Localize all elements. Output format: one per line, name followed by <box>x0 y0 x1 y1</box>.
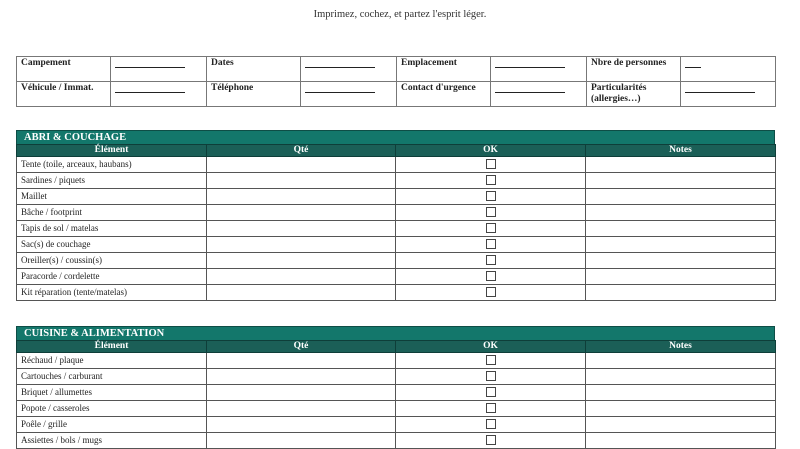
checklist-row <box>17 369 776 385</box>
qty-cell[interactable] <box>207 173 396 189</box>
item-name: Tapis de sol / matelas <box>17 221 207 237</box>
checklist-row <box>17 353 776 369</box>
ok-cell <box>396 157 586 173</box>
info-field[interactable] <box>301 57 397 82</box>
qty-cell[interactable] <box>207 433 396 449</box>
item-name: Maillet <box>17 189 207 205</box>
notes-cell[interactable] <box>586 157 776 173</box>
info-label: Emplacement <box>397 57 491 82</box>
checkbox-icon[interactable] <box>486 271 496 281</box>
checkbox-icon[interactable] <box>486 355 496 365</box>
checklist-row <box>17 385 776 401</box>
checklist-row <box>17 417 776 433</box>
checkbox-icon[interactable] <box>486 159 496 169</box>
col-notes: Notes <box>586 145 776 157</box>
checklist-row <box>17 269 776 285</box>
item-name: Cartouches / carburant <box>17 369 207 385</box>
ok-cell <box>396 269 586 285</box>
fill-in-line[interactable] <box>305 92 375 93</box>
info-label: Particularités (allergies…) <box>587 82 681 107</box>
info-label: Téléphone <box>207 82 301 107</box>
item-name: Kit réparation (tente/matelas) <box>17 285 207 301</box>
qty-cell[interactable] <box>207 285 396 301</box>
checklist-row <box>17 433 776 449</box>
section-title: ABRI & COUCHAGE <box>16 130 775 144</box>
notes-cell[interactable] <box>586 237 776 253</box>
checklist-row <box>17 285 776 301</box>
info-field[interactable] <box>301 82 397 107</box>
item-name: Tente (toile, arceaux, haubans) <box>17 157 207 173</box>
checkbox-icon[interactable] <box>486 371 496 381</box>
checkbox-icon[interactable] <box>486 191 496 201</box>
ok-cell <box>396 205 586 221</box>
notes-cell[interactable] <box>586 173 776 189</box>
ok-cell <box>396 221 586 237</box>
qty-cell[interactable] <box>207 417 396 433</box>
checkbox-icon[interactable] <box>486 239 496 249</box>
qty-cell[interactable] <box>207 253 396 269</box>
ok-cell <box>396 417 586 433</box>
checkbox-icon[interactable] <box>486 403 496 413</box>
column-header-row <box>17 341 776 353</box>
ok-cell <box>396 237 586 253</box>
col-notes: Notes <box>586 341 776 353</box>
notes-cell[interactable] <box>586 253 776 269</box>
checklist-row <box>17 189 776 205</box>
notes-cell[interactable] <box>586 269 776 285</box>
ok-cell <box>396 253 586 269</box>
checklist-row <box>17 221 776 237</box>
item-name: Sac(s) de couchage <box>17 237 207 253</box>
checklist-table <box>16 144 776 301</box>
info-label: Nbre de personnes <box>587 57 681 82</box>
ok-cell <box>396 285 586 301</box>
fill-in-line[interactable] <box>115 92 185 93</box>
checklist-row <box>17 237 776 253</box>
info-field[interactable] <box>111 57 207 82</box>
section-abri-couchage <box>16 130 775 301</box>
ok-cell <box>396 433 586 449</box>
checkbox-icon[interactable] <box>486 419 496 429</box>
checkbox-icon[interactable] <box>486 387 496 397</box>
column-header-row <box>17 145 776 157</box>
checklist-row <box>17 205 776 221</box>
qty-cell[interactable] <box>207 237 396 253</box>
info-label: Véhicule / Immat. <box>17 82 111 107</box>
fill-in-line[interactable] <box>685 92 755 93</box>
col-ok: OK <box>396 341 586 353</box>
item-name: Paracorde / cordelette <box>17 269 207 285</box>
ok-cell <box>396 189 586 205</box>
item-name: Popote / casseroles <box>17 401 207 417</box>
trip-info-table <box>16 56 776 107</box>
info-field[interactable] <box>491 82 587 107</box>
page-subtitle: Imprimez, cochez, et partez l'esprit léger. <box>313 9 487 20</box>
notes-cell[interactable] <box>586 401 776 417</box>
info-field[interactable] <box>681 82 776 107</box>
info-field[interactable] <box>681 57 776 82</box>
info-field[interactable] <box>491 57 587 82</box>
item-name: Sardines / piquets <box>17 173 207 189</box>
notes-cell[interactable] <box>586 433 776 449</box>
info-row <box>17 57 776 82</box>
qty-cell[interactable] <box>207 269 396 285</box>
info-field[interactable] <box>111 82 207 107</box>
notes-cell[interactable] <box>586 285 776 301</box>
col-qty: Qté <box>207 145 396 157</box>
qty-cell[interactable] <box>207 221 396 237</box>
qty-cell[interactable] <box>207 157 396 173</box>
notes-cell[interactable] <box>586 205 776 221</box>
fill-in-line[interactable] <box>685 67 701 68</box>
item-name: Réchaud / plaque <box>17 353 207 369</box>
checklist-row <box>17 401 776 417</box>
item-name: Oreiller(s) / coussin(s) <box>17 253 207 269</box>
col-qty: Qté <box>207 341 396 353</box>
checkbox-icon[interactable] <box>486 255 496 265</box>
item-name: Assiettes / bols / mugs <box>17 433 207 449</box>
notes-cell[interactable] <box>586 221 776 237</box>
ok-cell <box>396 385 586 401</box>
qty-cell[interactable] <box>207 401 396 417</box>
fill-in-line[interactable] <box>305 67 375 68</box>
ok-cell <box>396 173 586 189</box>
qty-cell[interactable] <box>207 369 396 385</box>
qty-cell[interactable] <box>207 385 396 401</box>
col-ok: OK <box>396 145 586 157</box>
checkbox-icon[interactable] <box>486 175 496 185</box>
checklist-table <box>16 340 776 449</box>
qty-cell[interactable] <box>207 189 396 205</box>
ok-cell <box>396 401 586 417</box>
fill-in-line[interactable] <box>495 67 565 68</box>
info-label: Campement <box>17 57 111 82</box>
section-cuisine-alimentation <box>16 326 775 449</box>
checkbox-icon[interactable] <box>486 223 496 233</box>
qty-cell[interactable] <box>207 353 396 369</box>
item-name: Briquet / allumettes <box>17 385 207 401</box>
ok-cell <box>396 353 586 369</box>
notes-cell[interactable] <box>586 189 776 205</box>
info-row <box>17 82 776 107</box>
checkbox-icon[interactable] <box>486 287 496 297</box>
checkbox-icon[interactable] <box>486 435 496 445</box>
checklist-row <box>17 253 776 269</box>
notes-cell[interactable] <box>586 417 776 433</box>
notes-cell[interactable] <box>586 385 776 401</box>
col-element: Élément <box>17 341 207 353</box>
notes-cell[interactable] <box>586 353 776 369</box>
item-name: Bâche / footprint <box>17 205 207 221</box>
checkbox-icon[interactable] <box>486 207 496 217</box>
info-label: Contact d'urgence <box>397 82 491 107</box>
qty-cell[interactable] <box>207 205 396 221</box>
checklist-row <box>17 157 776 173</box>
fill-in-line[interactable] <box>115 67 185 68</box>
fill-in-line[interactable] <box>495 92 565 93</box>
notes-cell[interactable] <box>586 369 776 385</box>
ok-cell <box>396 369 586 385</box>
section-title: CUISINE & ALIMENTATION <box>16 326 775 340</box>
checklist-row <box>17 173 776 189</box>
info-label: Dates <box>207 57 301 82</box>
item-name: Poêle / grille <box>17 417 207 433</box>
col-element: Élément <box>17 145 207 157</box>
